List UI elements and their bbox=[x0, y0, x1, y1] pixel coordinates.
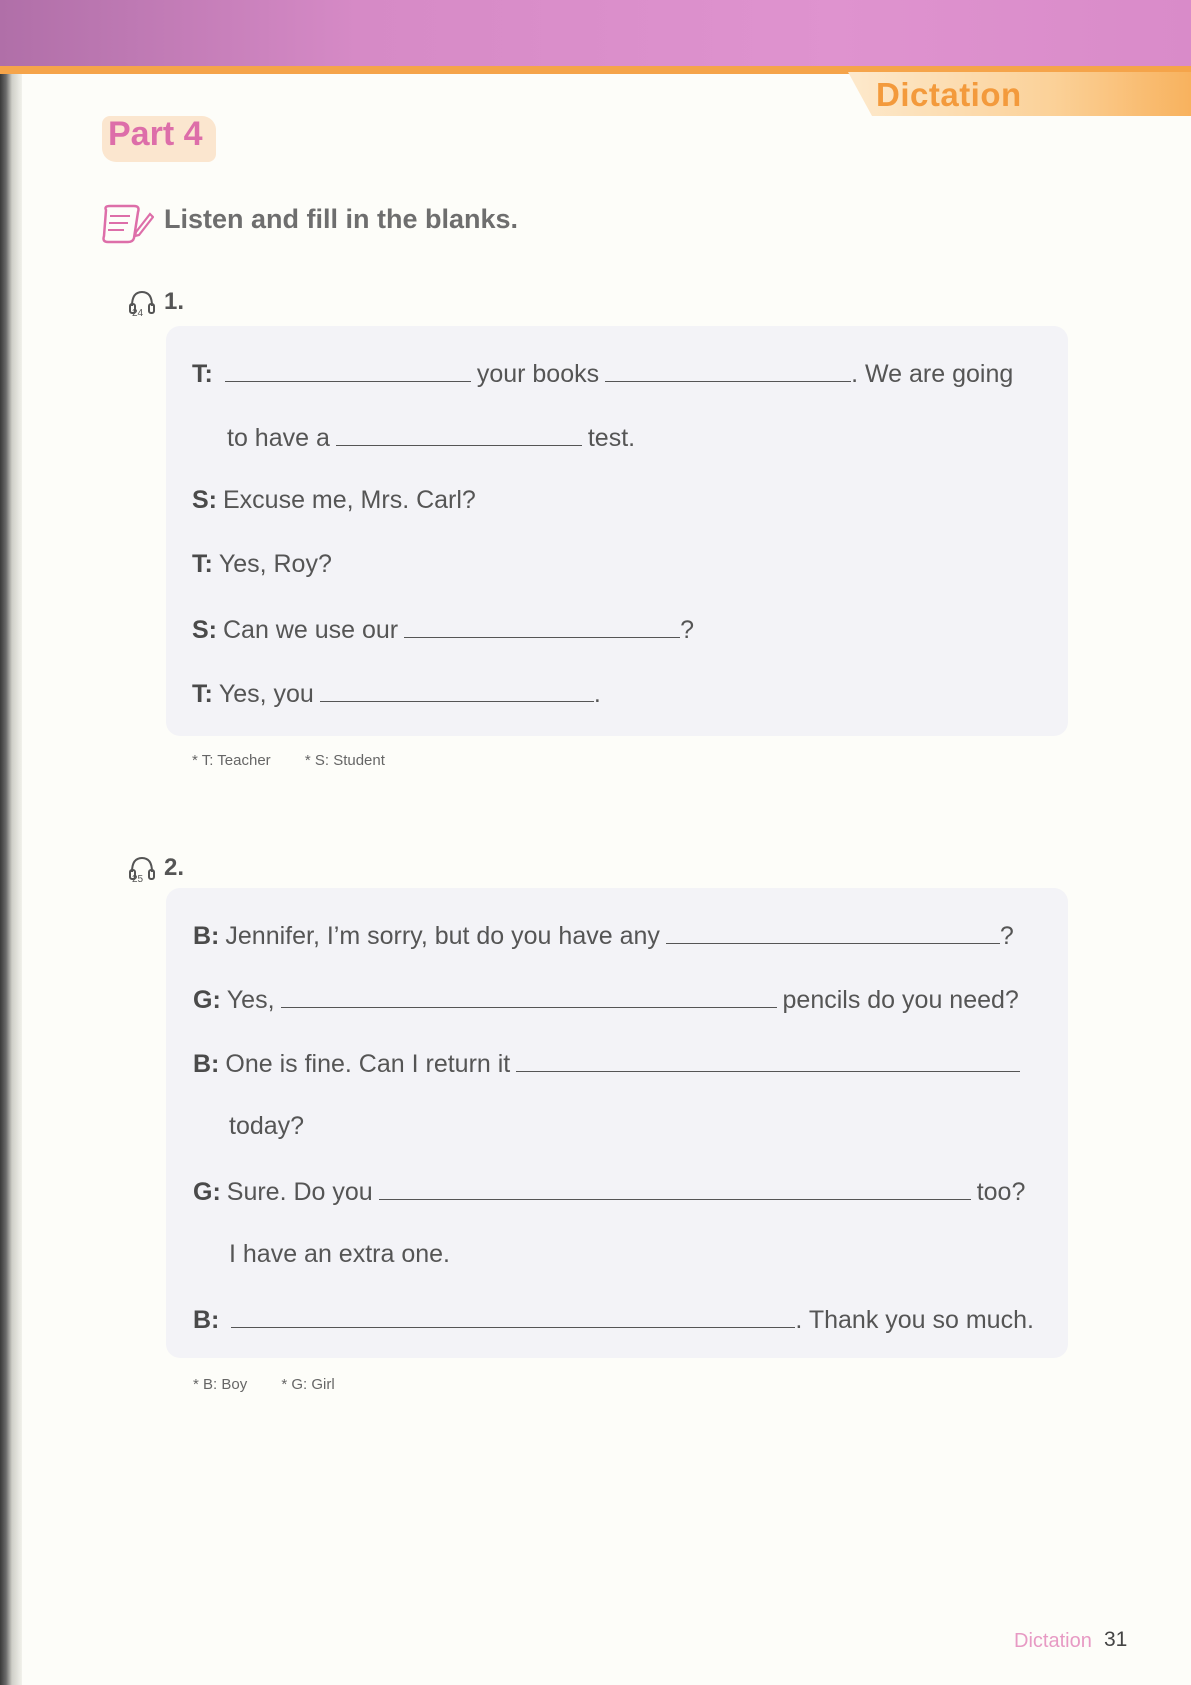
header-band bbox=[0, 0, 1191, 72]
speaker-key-item: * S: Student bbox=[304, 752, 385, 769]
answer-blank[interactable] bbox=[336, 422, 582, 446]
line-text: Sure. Do you bbox=[226, 1178, 373, 1206]
speaker-label: G: bbox=[193, 986, 221, 1014]
footer-section: Dictation bbox=[1014, 1630, 1092, 1652]
line-text: One is fine. Can I return it bbox=[225, 1050, 511, 1078]
dialogue-line bbox=[193, 984, 1019, 1015]
answer-blank[interactable] bbox=[516, 1048, 1020, 1072]
answer-blank[interactable] bbox=[404, 614, 680, 638]
line-text: your books bbox=[476, 360, 600, 388]
line-text: too? bbox=[976, 1178, 1026, 1206]
line-text: Jennifer, I’m sorry, but do you have any bbox=[225, 922, 660, 950]
line-text: today? bbox=[229, 1112, 305, 1140]
answer-blank[interactable] bbox=[379, 1176, 971, 1200]
dialogue-line bbox=[192, 614, 694, 645]
dialogue-line bbox=[192, 486, 476, 515]
line-text: ? bbox=[680, 616, 695, 644]
answer-blank[interactable] bbox=[281, 984, 777, 1008]
dialogue-line bbox=[192, 358, 1013, 389]
dialogue-line bbox=[193, 1304, 1034, 1335]
line-text: Yes, Roy? bbox=[218, 550, 332, 578]
line-text: . bbox=[593, 680, 601, 708]
line-text: ? bbox=[999, 922, 1014, 950]
line-text: . Thank you so much. bbox=[795, 1306, 1034, 1334]
line-text: Excuse me, Mrs. Carl? bbox=[223, 486, 476, 514]
line-text: Yes, bbox=[226, 986, 275, 1014]
dialogue-line bbox=[229, 1240, 450, 1269]
section-tab-label: Dictation bbox=[876, 76, 1022, 113]
line-text: . We are going bbox=[851, 360, 1014, 388]
line-text: I have an extra one. bbox=[229, 1240, 450, 1268]
line-text: test. bbox=[587, 424, 636, 452]
speaker-label: T: bbox=[192, 550, 213, 578]
answer-blank[interactable] bbox=[231, 1304, 795, 1328]
dialogue-line bbox=[193, 1176, 1025, 1207]
track-number: 24 bbox=[132, 308, 144, 319]
dialogue-line bbox=[229, 1112, 304, 1141]
answer-blank[interactable] bbox=[225, 358, 471, 382]
speaker-label: T: bbox=[192, 680, 213, 708]
line-text: to have a bbox=[227, 424, 330, 452]
answer-blank[interactable] bbox=[666, 920, 1000, 944]
speaker-label: G: bbox=[193, 1178, 221, 1206]
line-text: Can we use our bbox=[223, 616, 399, 644]
speaker-label: B: bbox=[193, 1306, 220, 1334]
speaker-key-item: * B: Boy bbox=[193, 1376, 248, 1393]
speaker-key-item: * G: Girl bbox=[281, 1376, 335, 1393]
line-text: Yes, you bbox=[218, 680, 314, 708]
speaker-key bbox=[193, 1376, 365, 1393]
instruction-text: Listen and fill in the blanks. bbox=[164, 204, 519, 234]
speaker-label: S: bbox=[192, 486, 217, 514]
track-number: 25 bbox=[132, 874, 144, 885]
part-title: Part 4 bbox=[108, 115, 203, 153]
exercise-number: 2. bbox=[164, 854, 185, 881]
dialogue-line bbox=[192, 550, 332, 579]
speaker-label: B: bbox=[193, 922, 220, 950]
exercise-number: 1. bbox=[164, 288, 185, 315]
pencil-paper-icon bbox=[100, 202, 154, 246]
speaker-key-item: * T: Teacher bbox=[192, 752, 271, 769]
book-spine bbox=[0, 0, 22, 1685]
dialogue-line bbox=[193, 1048, 1026, 1079]
answer-blank[interactable] bbox=[605, 358, 851, 382]
dialogue-line bbox=[193, 920, 1014, 951]
line-text: pencils do you need? bbox=[782, 986, 1019, 1014]
speaker-label: B: bbox=[193, 1050, 220, 1078]
speaker-label: T: bbox=[192, 360, 213, 388]
dialogue-line bbox=[192, 678, 601, 709]
dialogue-line bbox=[227, 422, 635, 453]
speaker-label: S: bbox=[192, 616, 217, 644]
answer-blank[interactable] bbox=[320, 678, 594, 702]
page-number: 31 bbox=[1104, 1628, 1128, 1651]
speaker-key bbox=[192, 752, 415, 769]
